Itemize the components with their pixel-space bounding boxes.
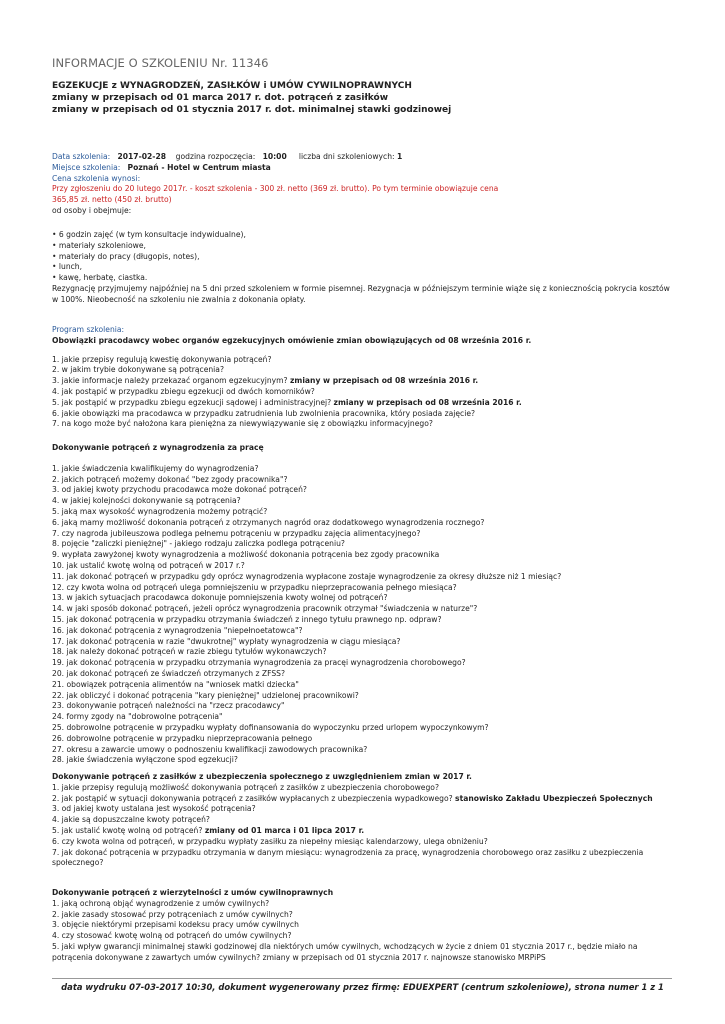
heading-label: INFORMACJE O SZKOLENIU Nr.: [52, 56, 228, 70]
place-row: [52, 163, 672, 174]
list-item: 15. jak dokonać potrącenia w przypadku otrzymania świadczeń z innego tytułu prawnego np. odpraw?: [52, 614, 442, 624]
list-item: 7. jak dokonać potrącenia w przypadku otrzymania w danym miesiącu: wynagrodzenia za pracę, wynagrodzenia chorobowego oraz zasiłku z ubezpieczenia społecznego?: [52, 847, 644, 868]
course-number: 11346: [231, 56, 269, 70]
list-item: 5. jak ustalić kwotę wolną od potrąceń? zmiany od 01 marca i 01 lipca 2017 r.: [52, 825, 365, 835]
list-item: 5. jaki wpływ gwarancji minimalnej stawki godzinowej dla niektórych umów cywilnych, wchodzących w życie z dniem 01 stycznia 2017 r., będzie miało na potrącenia dokonywane z zawartych umów cywilnych? zmiany w przepisach od 01 stycznia 2017 r. najnowsze stanowisko MRPiPS: [52, 941, 638, 962]
resignation-policy: Rezygnację przyjmujemy najpóźniej na 5 dni przed szkoleniem w formie pisemnej. Rezygnacja w późniejszym terminie wiąże się z koniecznością pokrycia kosztów w 100%. Nieobecność na szkoleniu nie zwalnia z dokonania opłaty.: [52, 283, 670, 304]
list-item: 2. w jakim trybie dokonywane są potrącenia?: [52, 365, 224, 375]
list-item: 4. czy stosować kwotę wolną od potrąceń do umów cywilnych?: [52, 931, 292, 941]
list-item: 1. jaką ochroną objąć wynagrodzenie z umów cywilnych?: [52, 898, 270, 908]
price-per-person: od osoby i obejmuje:: [52, 205, 132, 215]
list-item: 20. jak dokonać potrąceń ze świadczeń otrzymanych z ZFSS?: [52, 668, 286, 678]
list-item: 23. dokonywanie potrąceń należności na "rzecz pracodawcy": [52, 701, 285, 711]
price-label: Cena szkolenia wynosi:: [52, 173, 141, 183]
page-heading: [52, 56, 269, 70]
list-item: 7. na kogo może być nałożona kara pieniężna za niewywiązywanie się z obowiązku informacyjnego?: [52, 419, 433, 429]
list-item: 2. jak postąpić w sytuacji dokonywania potrąceń z zasiłków wypłacanych z ubezpieczenia wypadkowego? stanowisko Zakładu Ubezpieczeń Społecznych: [52, 793, 653, 803]
list-item: • materiały do pracy (długopis, notes),: [52, 251, 200, 261]
course-title: [52, 80, 451, 116]
list-item: 9. wypłata zawyżonej kwoty wynagrodzenia a możliwość dokonania potrącenia bez zgody pracownika: [52, 550, 440, 560]
includes-list: [52, 230, 672, 306]
list-item: 19. jak dokonać potrącenia w przypadku otrzymania wynagrodzenia za pracęi wynagrodzenia chorobowego?: [52, 658, 466, 668]
list-item: • kawę, herbatę, ciastka.: [52, 273, 148, 283]
list-item: 13. w jakich sytuacjach pracodawca dokonuje pomniejszenia kwoty wolnej od potrąceń?: [52, 593, 388, 603]
list-item: 5. jak postąpić w przypadku zbiegu egzekucji sądowej i administracyjnej? zmiany w przepisach od 08 września 2016 r.: [52, 397, 522, 407]
footer-divider: [52, 978, 672, 979]
list-item: 21. obowiązek potrącenia alimentów na "wniosek matki dziecka": [52, 679, 299, 689]
list-item: 28. jakie świadczenia wyłączone spod egzekucji?: [52, 755, 238, 765]
list-item: 25. dobrowolne potrącenie w przypadku wypłaty dofinansowania do wypoczynku przed urlopem wypoczynkowym?: [52, 722, 489, 732]
list-item: 4. jak postąpić w przypadku zbiegu egzekucji od dwóch komorników?: [52, 386, 315, 396]
time-value: 10:00: [262, 152, 287, 161]
list-item: 16. jak dokonać potrącenia z wynagrodzenia "niepełnoetatowca"?: [52, 625, 303, 635]
list-item: 18. jak należy dokonać potrąceń w razie zbiegu tytułów wykonawczych?: [52, 647, 327, 657]
list-item: 22. jak obliczyć i dokonać potrącenia "kary pieniężnej" udzielonej pracownikowi?: [52, 690, 359, 700]
title-line: zmiany w przepisach od 01 stycznia 2017 r. dot. minimalnej stawki godzinowej: [52, 105, 452, 115]
list-item: 26. dobrowolne potrącenie w przypadku nieprzepracowania pełnego: [52, 733, 313, 743]
list-item: 6. jaką mamy możliwość dokonania potrąceń z otrzymanych nagród oraz dodatkowego wynagrodzenia rocznego?: [52, 517, 485, 527]
list-item: 3. od jakiej kwoty przychodu pracodawca może dokonać potrąceń?: [52, 485, 307, 495]
list-item: 4. w jakiej kolejności dokonywanie są potrącenia?: [52, 496, 241, 506]
list-item: 6. czy kwota wolna od potrąceń, w przypadku wypłaty zasiłku za niepełny miesiąc kalendarzowy, ulega obniżeniu?: [52, 836, 488, 846]
section-title: Dokonywanie potrąceń z zasiłków z ubezpieczenia społecznego z uwzględnieniem zmian w 2017 r.: [52, 772, 472, 781]
time-label: godzina rozpoczęcia:: [175, 152, 256, 161]
title-line: zmiany w przepisach od 01 marca 2017 r. dot. potrąceń z zasiłków: [52, 93, 389, 103]
place-label: Miejsce szkolenia:: [52, 162, 121, 172]
price-text-cont: 365,85 zł. netto (450 zł. brutto): [52, 195, 172, 205]
page-footer: data wydruku 07-03-2017 10:30, dokument wygenerowany przez firmę: EDUEXPERT (centrum szkoleniowe), strona numer 1 z 1: [61, 982, 664, 992]
list-item: 3. od jakiej kwoty ustalana jest wysokość potrącenia?: [52, 804, 256, 814]
list-item: 17. jak dokonać potrącenia w razie "dwukrotnej" wypłaty wynagrodzenia w ciągu miesiąca?: [52, 636, 401, 646]
list-item: 2. jakich potrąceń możemy dokonać "bez zgody pracownika"?: [52, 474, 288, 484]
section-title: Dokonywanie potrąceń z wynagrodzenia za pracę: [52, 443, 264, 452]
program-label: Program szkolenia:: [52, 325, 125, 334]
list-item: 3. jakie informacje należy przekazać organom egzekucyjnym? zmiany w przepisach od 08 września 2016 r.: [52, 376, 479, 386]
list-item: 12. czy kwota wolna od potrąceń ulega pomniejszeniu w przypadku nieprzepracowania pełnego miesiąca?: [52, 582, 457, 592]
list-item: 3. objęcie niektórymi przepisami kodeksu pracy umów cywilnych: [52, 920, 299, 930]
section-title: Dokonywanie potrąceń z wierzytelności z umów cywilnoprawnych: [52, 888, 334, 897]
list-item: 14. w jaki sposób dokonać potrąceń, jeżeli oprócz wynagrodzenia pracownik otrzymał "świadczenia w naturze"?: [52, 604, 478, 614]
list-item: • 6 godzin zajęć (w tym konsultacje indywidualne),: [52, 230, 246, 239]
list-item: 2. jakie zasady stosować przy potrąceniach z umów cywilnych?: [52, 909, 293, 919]
place-value: Poznań - Hotel w Centrum miasta: [127, 162, 271, 172]
program-section-1: [52, 325, 672, 430]
list-item: 6. jakie obowiązki ma pracodawca w przypadku zatrudnienia lub zwolnienia pracownika, który posiada zajęcie?: [52, 408, 476, 418]
list-item: • lunch,: [52, 262, 83, 272]
list-item: 7. czy nagroda jubileuszowa podlega pełnemu potrąceniu w przypadku zajęcia alimentacyjnego?: [52, 528, 421, 538]
program-section-4: [52, 888, 672, 964]
date-value: 2017-02-28: [117, 152, 167, 161]
program-section-2: [52, 443, 672, 766]
list-item: 10. jak ustalić kwotę wolną od potrąceń w 2017 r.?: [52, 560, 245, 570]
list-item: 5. jaką max wysokość wynagrodzenia możemy potrącić?: [52, 506, 268, 516]
section-title: Obowiązki pracodawcy wobec organów egzekucyjnych omówienie zmian obowiązujących od 08 września 2016 r.: [52, 335, 532, 345]
list-item: 1. jakie przepisy regulują możliwość dokonywania potrąceń z zasiłków z ubezpieczenia chorobowego?: [52, 782, 439, 792]
list-item: • materiały szkoleniowe,: [52, 240, 146, 250]
list-item: 4. jakie są dopuszczalne kwoty potrąceń?: [52, 815, 210, 825]
list-item: 11. jak dokonać potrąceń w przypadku gdy oprócz wynagrodzenia wypłacone zostaje wynagrodzenie za okresy dłuższe niż 1 miesiąc?: [52, 571, 562, 581]
price-text: Przy zgłoszeniu do 20 lutego 2017r. - koszt szkolenia - 300 zł. netto (369 zł. brutto). Po tym terminie obowiązuje cena: [52, 184, 499, 194]
date-row: [52, 152, 672, 163]
title-line: EGZEKUCJE z WYNAGRODZEŃ, ZASIŁKÓW i UMÓW CYWILNOPRAWNYCH: [52, 81, 412, 91]
list-item: 8. pojęcie "zaliczki pieniężnej" - jakiego rodzaju zaliczka podlega potrąceniu?: [52, 539, 345, 549]
list-item: 1. jakie przepisy regulują kwestię dokonywania potrąceń?: [52, 354, 272, 364]
list-item: 1. jakie świadczenia kwalifikujemy do wynagrodzenia?: [52, 463, 259, 473]
days-value: 1: [397, 152, 403, 161]
days-label: liczba dni szkoleniowych:: [298, 152, 395, 161]
date-label: Data szkolenia:: [52, 152, 111, 161]
list-item: 27. okresu a zawarcie umowy o podnoszeniu kwalifikacji zawodowych pracownika?: [52, 744, 368, 754]
list-item: 24. formy zgody na "dobrowolne potrącenia": [52, 712, 223, 722]
program-section-3: [52, 772, 672, 869]
course-info: [52, 152, 672, 217]
